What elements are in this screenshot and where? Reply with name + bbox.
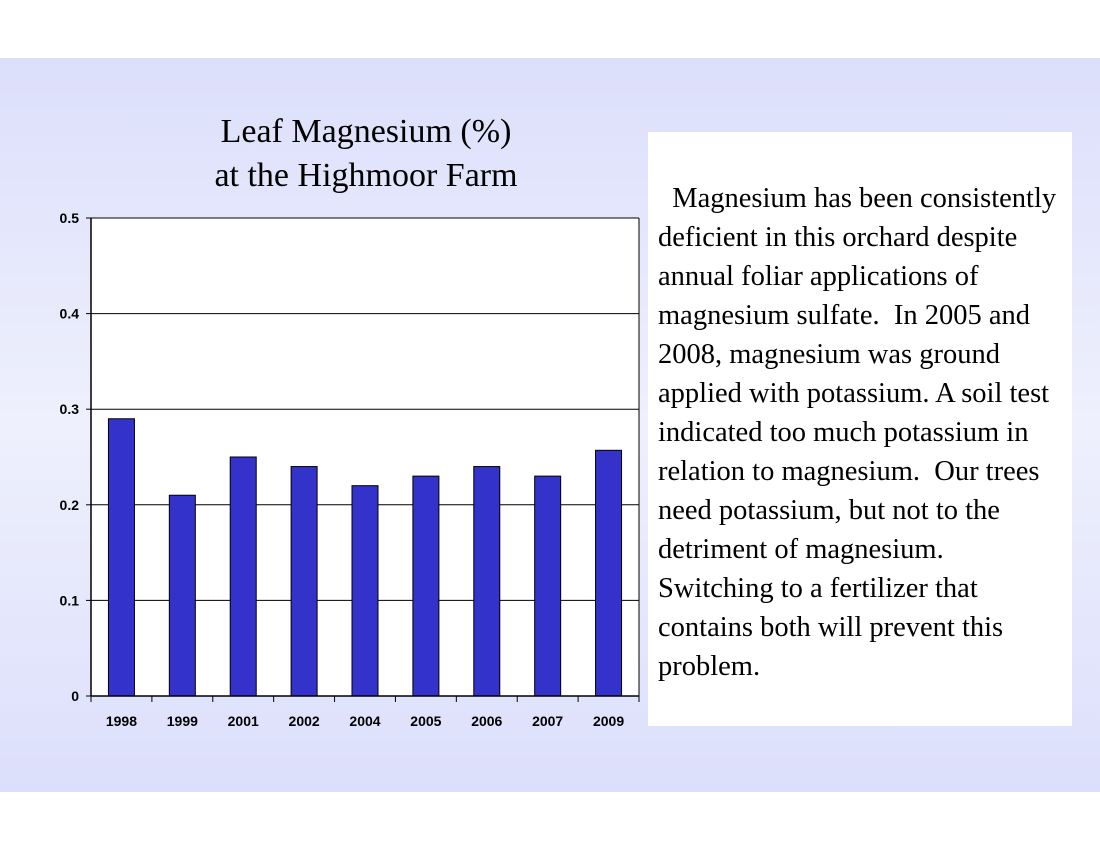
chart-title	[160, 110, 572, 198]
bar	[169, 495, 195, 696]
x-tick-label: 2002	[288, 713, 320, 729]
x-tick-label: 2006	[471, 713, 503, 729]
y-tick-label: 0.3	[59, 401, 79, 418]
x-tick-label: 2001	[227, 713, 259, 729]
description-text: Magnesium has been consistently deficient in this orchard despite annual foliar applications of magnesium sulfate. In 2005 and 2008, magnesium was ground applied with potassium. A soil test indicated too much potassium in relation to magnesium. Our trees need potassium, but not to the detriment of magnesium. Switching to a fertilizer that contains both will prevent this problem.	[658, 183, 1064, 682]
description-text-box	[648, 132, 1072, 726]
y-tick-label: 0	[71, 688, 79, 704]
bar	[230, 457, 256, 696]
bar	[413, 476, 439, 696]
bar	[474, 467, 500, 696]
x-tick-label: 1999	[166, 713, 198, 729]
x-tick-label: 2004	[349, 713, 381, 729]
bar-chart	[40, 200, 650, 745]
x-tick-label: 2005	[410, 713, 442, 729]
bar	[535, 476, 561, 696]
y-tick-label: 0.5	[59, 210, 79, 226]
y-tick-label: 0.2	[59, 496, 79, 513]
x-tick-label: 2009	[592, 713, 625, 729]
y-tick-label: 0.4	[59, 305, 79, 322]
x-tick-label: 1998	[105, 713, 138, 729]
x-tick-label: 2007	[532, 713, 564, 729]
y-tick-label: 0.1	[59, 592, 79, 609]
chart-title-line-1: Leaf Magnesium (%)	[220, 113, 512, 150]
bar	[352, 486, 378, 696]
chart-title-line-2: at the Highmoor Farm	[214, 157, 518, 194]
bar	[596, 450, 622, 696]
bar	[108, 419, 134, 696]
bar	[291, 467, 317, 696]
